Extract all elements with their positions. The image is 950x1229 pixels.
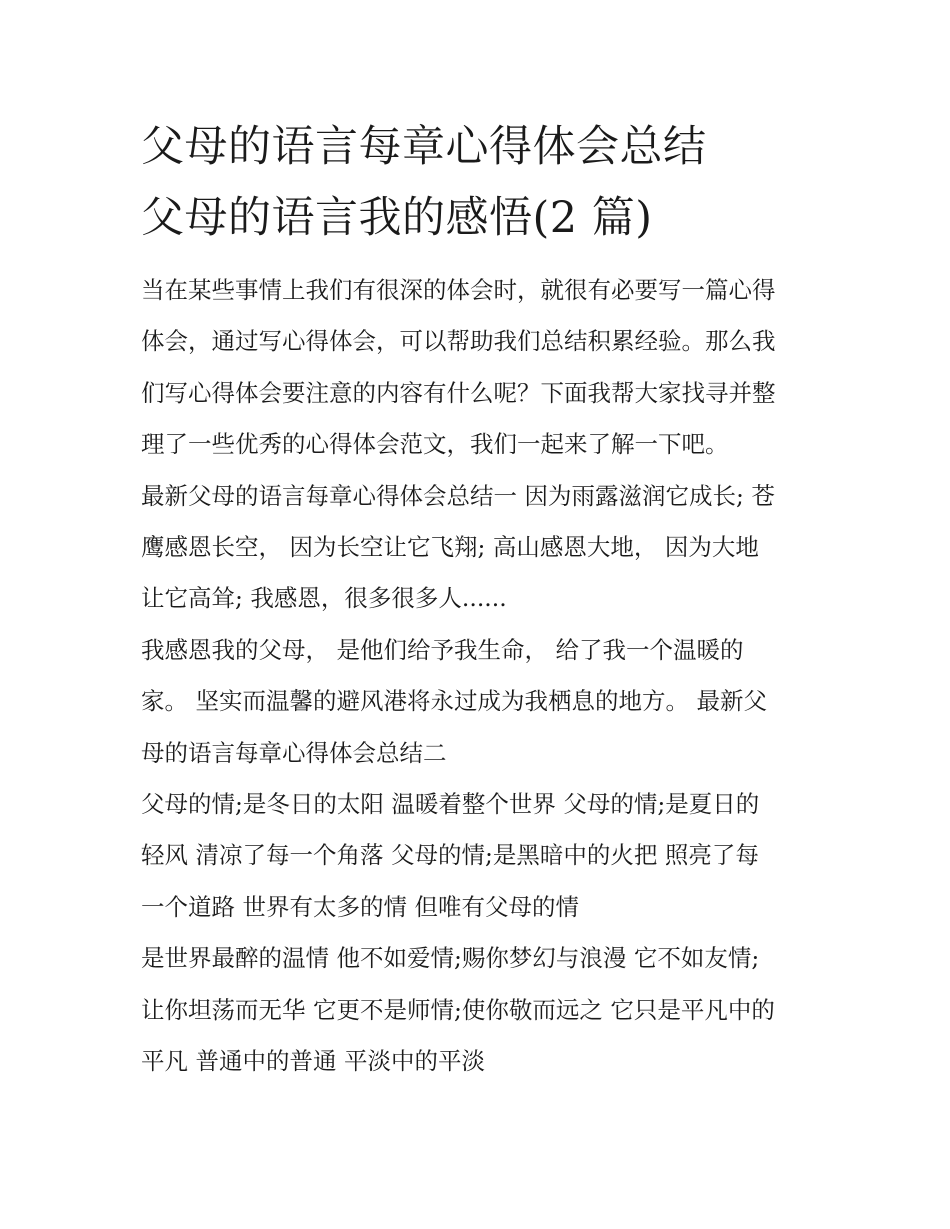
text-line: 当在某些事情上我们有很深的体会时，就很有必要写一篇心得 — [141, 276, 776, 304]
text-line: 最新父母的语言每章心得体会总结一 因为雨露滋润它成长; 苍 — [141, 481, 775, 510]
paragraph-section-one — [141, 471, 821, 625]
text-line: 让你坦荡而无华 它更不是师情;使你敬而远之 它只是平凡中的 — [141, 995, 775, 1024]
text-line: 鹰感恩长空， 因为长空让它飞翔; 高山感恩大地， 因为大地 — [141, 533, 759, 562]
document-content — [141, 112, 821, 1088]
text-line: 理了一些优秀的心得体会范文，我们一起来了解一下吧。 — [141, 430, 729, 459]
text-line: 一个道路 世界有太多的情 但唯有父母的情 — [141, 892, 579, 921]
text-line: 是世界最醉的温情 他不如爱情;赐你梦幻与浪漫 它不如友情; — [141, 944, 760, 973]
text-line: 母的语言每章心得体会总结二 — [141, 738, 447, 767]
document-body — [141, 265, 821, 1088]
paragraph-warmest-love — [141, 933, 821, 1087]
paragraph-gratitude — [141, 625, 821, 779]
document-title — [141, 112, 821, 254]
paragraph-parents-love — [141, 779, 821, 933]
text-line: 我感恩我的父母， 是他们给予我生命， 给了我一个温暖的 — [141, 635, 744, 664]
text-line: 父母的情;是冬日的太阳 温暖着整个世界 父母的情;是夏日的 — [141, 790, 760, 819]
title-line: 父母的语言我的感悟(2 篇) — [141, 193, 653, 243]
paragraph-intro — [141, 265, 821, 471]
text-line: 们写心得体会要注意的内容有什么呢？下面我帮大家找寻并整 — [141, 378, 776, 407]
text-line: 家。 坚实而温馨的避风港将永过成为我栖息的地方。 最新父 — [141, 687, 767, 716]
title-line: 父母的语言每章心得体会总结 — [141, 122, 707, 172]
text-line: 让它高耸; 我感恩，很多很多人...... — [141, 584, 507, 613]
text-line: 平凡 普通中的普通 平淡中的平淡 — [141, 1047, 485, 1076]
text-line: 体会，通过写心得体会，可以帮助我们总结积累经验。那么我 — [141, 327, 776, 356]
text-line: 轻风 清凉了每一个角落 父母的情;是黑暗中的火把 照亮了每 — [141, 841, 759, 870]
